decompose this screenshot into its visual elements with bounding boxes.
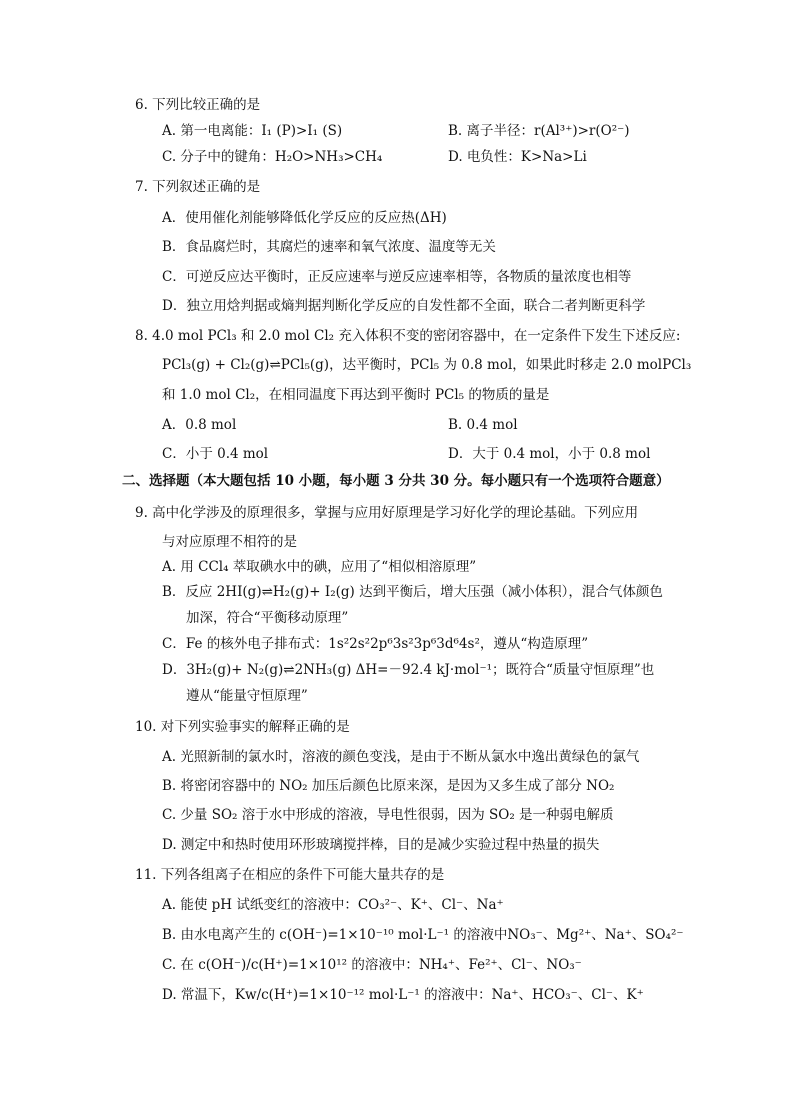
q6-stem: 6. 下列比较正确的是: [135, 97, 261, 113]
q9-option-b-line2: 加深，符合“平衡移动原理”: [186, 610, 349, 626]
q8-stem-line1: 8. 4.0 mol PCl₃ 和 2.0 mol Cl₂ 充入体积不变的密闭容器中，在一定条件下发生下述反应:: [135, 328, 681, 344]
q9-stem-line2: 与对应原理不相符的是: [162, 534, 297, 550]
q11-option-c: C. 在 c(OH⁻)/c(H⁺)=1×10¹² 的溶液中：NH₄⁺、Fe²⁺、Cl⁻、NO₃⁻: [162, 957, 582, 973]
q10-option-a: A. 光照新制的氯水时，溶液的颜色变浅，是由于不断从氯水中逸出黄绿色的氯气: [162, 749, 640, 765]
q8-option-b: B. 0.4 mol: [448, 417, 518, 433]
q10-option-d: D. 测定中和热时使用环形玻璃搅拌棒，目的是减少实验过程中热量的损失: [162, 837, 600, 853]
q11-stem: 11. 下列各组离子在相应的条件下可能大量共存的是: [135, 867, 445, 883]
q8-stem-line2: PCl₃(g) + Cl₂(g)⇌PCl₅(g)，达平衡时，PCl₅ 为 0.8 mol，如果此时移走 2.0 molPCl₃: [162, 357, 692, 373]
q6-option-c: C. 分子中的键角：H₂O>NH₃>CH₄: [162, 149, 383, 165]
q11-option-d: D. 常温下，Kw/c(H⁺)=1×10⁻¹² mol·L⁻¹ 的溶液中：Na⁺、HCO₃⁻、Cl⁻、K⁺: [162, 987, 644, 1003]
q9-option-a: A. 用 CCl₄ 萃取碘水中的碘，应用了“相似相溶原理”: [162, 559, 477, 575]
q9-option-d-line1: D．3H₂(g)+ N₂(g)⇌2NH₃(g) ΔH=－92.4 kJ·mol⁻¹；既符合“质量守恒原理”也: [162, 662, 655, 678]
q8-stem-line3: 和 1.0 mol Cl₂，在相同温度下再达到平衡时 PCl₅ 的物质的量是: [162, 387, 550, 403]
q7-option-a: A．使用催化剂能够降低化学反应的反应热(ΔH): [162, 210, 447, 226]
q11-option-b: B. 由水电离产生的 c(OH⁻)=1×10⁻¹⁰ mol·L⁻¹ 的溶液中NO₃⁻、Mg²⁺、Na⁺、SO₄²⁻: [162, 927, 684, 943]
q6-option-a: A. 第一电离能：I₁ (P)>I₁ (S): [162, 123, 343, 139]
q8-option-d: D．大于 0.4 mol，小于 0.8 mol: [448, 446, 651, 462]
q9-option-b-line1: B．反应 2HI(g)⇌H₂(g)+ I₂(g) 达到平衡后，增大压强（减小体积），混合气体颜色: [162, 584, 663, 600]
q8-option-c: C．小于 0.4 mol: [162, 446, 269, 462]
q11-option-a: A. 能使 pH 试纸变红的溶液中：CO₃²⁻、K⁺、Cl⁻、Na⁺: [162, 897, 504, 913]
q9-option-c: C．Fe 的核外电子排布式：1s²2s²2p⁶3s²3p⁶3d⁶4s²，遵从“构造原理”: [162, 636, 589, 652]
q7-stem: 7. 下列叙述正确的是: [135, 179, 261, 195]
q9-option-d-line2: 遵从“能量守恒原理”: [186, 688, 308, 704]
q6-option-b: B. 离子半径：r(Al³⁺)>r(O²⁻): [448, 123, 630, 139]
q7-option-b: B．食品腐烂时，其腐烂的速率和氧气浓度、温度等无关: [162, 239, 496, 255]
q7-option-c: C．可逆反应达平衡时，正反应速率与逆反应速率相等，各物质的量浓度也相等: [162, 269, 632, 285]
q9-stem-line1: 9. 高中化学涉及的原理很多，掌握与应用好原理是学习好化学的理论基础。下列应用: [135, 505, 639, 521]
q8-option-a: A．0.8 mol: [162, 417, 237, 433]
q10-stem: 10. 对下列实验事实的解释正确的是: [135, 719, 350, 735]
q7-option-d: D．独立用焓判据或熵判据判断化学反应的自发性都不全面，联合二者判断更科学: [162, 298, 646, 314]
section-2-heading: 二、选择题（本大题包括 10 小题，每小题 3 分共 30 分。每小题只有一个选项符合题意）: [122, 473, 670, 489]
q10-option-c: C. 少量 SO₂ 溶于水中形成的溶液，导电性很弱，因为 SO₂ 是一种弱电解质: [162, 807, 614, 823]
q6-option-d: D. 电负性：K>Na>Li: [448, 149, 587, 165]
q10-option-b: B. 将密闭容器中的 NO₂ 加压后颜色比原来深，是因为又多生成了部分 NO₂: [162, 778, 615, 794]
